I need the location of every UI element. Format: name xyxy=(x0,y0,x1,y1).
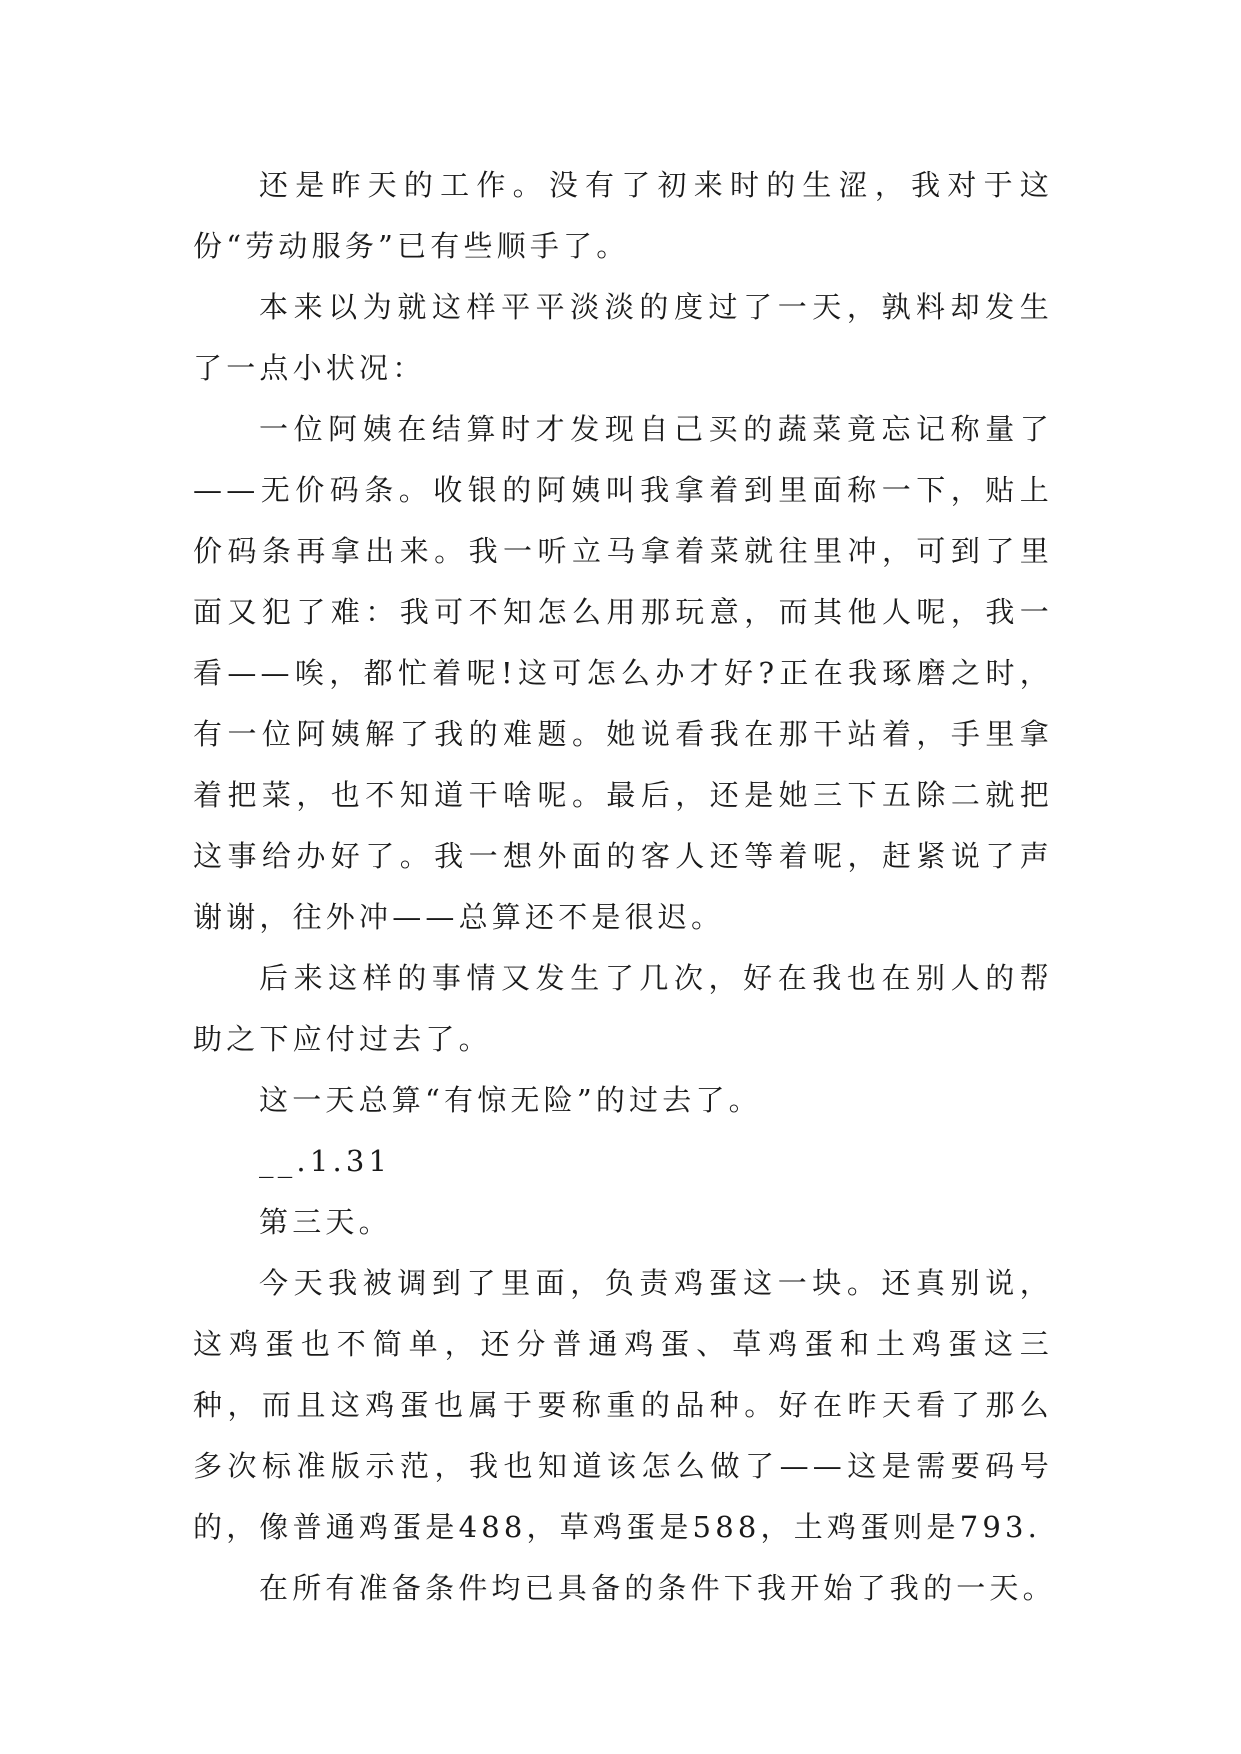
paragraph: 这一天总算“有惊无险”的过去了。 xyxy=(259,1083,762,1117)
date-line: __.1.31 xyxy=(259,1144,392,1178)
document-body xyxy=(193,155,1056,1619)
paragraph: 今天我被调到了里面，负责鸡蛋这一块。还真别说，这鸡蛋也不简单，还分普通鸡蛋、草鸡蛋和土鸡蛋这三种，而且这鸡蛋也属于要称重的品种。好在昨天看了那么多次标准版示范，我也知道该怎么做了——这是需要码号的，像普通鸡蛋是488，草鸡蛋是588，土鸡蛋则是793. xyxy=(193,1266,1053,1544)
paragraph: 本来以为就这样平平淡淡的度过了一天，孰料却发生了一点小状况： xyxy=(193,290,1053,385)
paragraph: 在所有准备条件均已具备的条件下我开始了我的一天。 xyxy=(259,1571,1056,1605)
paragraph: 一位阿姨在结算时才发现自己买的蔬菜竟忘记称量了——无价码条。收银的阿姨叫我拿着到里面称一下，贴上价码条再拿出来。我一听立马拿着菜就往里冲，可到了里面又犯了难：我可不知怎么用那玩意，而其他人呢，我一看——唉，都忙着呢!这可怎么办才好?正在我琢磨之时，有一位阿姨解了我的难题。她说看我在那干站着，手里拿着把菜，也不知道干啥呢。最后，还是她三下五除二就把这事给办好了。我一想外面的客人还等着呢，赶紧说了声谢谢，往外冲——总算还不是很迟。 xyxy=(193,412,1053,934)
paragraph: 后来这样的事情又发生了几次，好在我也在别人的帮助之下应付过去了。 xyxy=(193,961,1053,1056)
day-heading: 第三天。 xyxy=(259,1205,392,1239)
paragraph: 还是昨天的工作。没有了初来时的生涩，我对于这份“劳动服务”已有些顺手了。 xyxy=(193,168,1053,263)
